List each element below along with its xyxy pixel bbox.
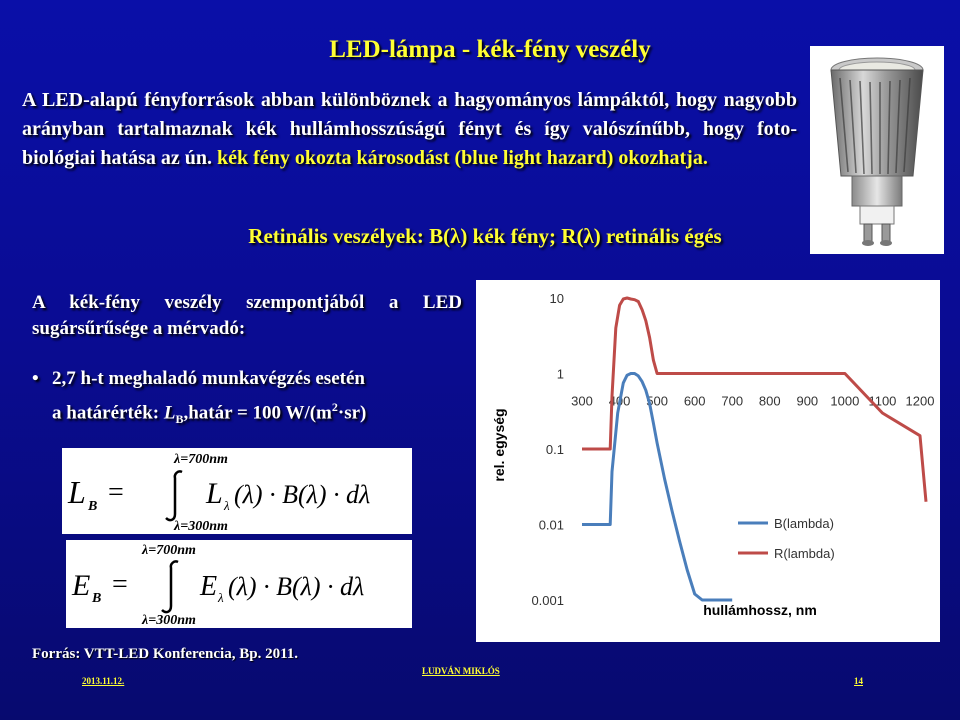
formula1-lower: λ=300nm (174, 519, 228, 534)
formula2-lower: λ=300nm (142, 613, 196, 628)
spectral-chart (476, 280, 940, 642)
intro-paragraph (22, 86, 797, 173)
chart-x-label: hullámhossz, nm (703, 602, 817, 618)
x-tick-label: 800 (758, 393, 781, 409)
y-tick-label: 10 (549, 291, 564, 306)
intro-text: A LED-alapú fényforrások abban különböznek a hagyományos lámpáktól, hogy nagyobb arányban tartalmaznak kék hullámhosszúságú fényt és így valószínűbb, hogy foto-biológiai hatása az ún. (22, 89, 797, 169)
x-tick-label: 400 (608, 393, 631, 409)
legend-label: R(lambda) (774, 546, 835, 561)
x-tick-label: 900 (796, 393, 819, 409)
legend-label: B(lambda) (774, 516, 834, 531)
intro-highlight: kék fény okozta károsodást (blue light hazard) okozhatja. (217, 147, 708, 169)
x-tick-label: 1200 (905, 393, 935, 409)
y-tick-label: 1 (556, 366, 564, 382)
limit-value: ,határ = 100 W/(m (183, 402, 332, 424)
limit-exponent: 2 (331, 400, 338, 414)
x-tick-label: 600 (683, 393, 706, 409)
y-tick-label: 0.01 (538, 517, 564, 533)
lead-paragraph: A kék-fény veszély szempontjából a LED sugársűrűsége a mérvadó: (32, 292, 462, 339)
bullet-line-1 (32, 364, 462, 393)
formula1-integrand-rest: (λ) · B(λ) · dλ (234, 480, 371, 509)
formula-radiance (62, 448, 412, 534)
formula-irradiance (66, 540, 412, 628)
x-tick-label: 700 (721, 393, 744, 409)
y-tick-label: 0.001 (531, 593, 564, 608)
limit-symbol: L (163, 402, 176, 424)
chart-lines-layer (582, 298, 926, 600)
footer-page: 14 (854, 676, 863, 686)
limit-symbol-sub: B (175, 412, 184, 427)
formula1-integrand-main: L (206, 477, 223, 510)
formula-radiance-graphic (62, 448, 412, 534)
formula1-integrand-sub: λ (224, 498, 230, 513)
formula1-upper: λ=700nm (174, 452, 228, 467)
x-tick-label: 1000 (830, 393, 860, 409)
slide-title: LED-lámpa - kék-fény veszély (329, 36, 651, 63)
footer-date: 2013.11.12. (82, 676, 125, 686)
spectral-chart-svg (476, 280, 940, 642)
limit-unit-end: ·sr) (337, 402, 367, 424)
formula2-equals: = (112, 569, 128, 600)
formula-irradiance-graphic (66, 540, 412, 628)
footer-author: LUDVÁN MIKLÓS (422, 666, 500, 676)
x-tick-label: 300 (571, 393, 593, 409)
integral-sign-2 (162, 561, 178, 612)
formula1-lhs: L (68, 474, 86, 510)
y-tick-label: 0.1 (545, 442, 564, 457)
x-tick-label: 500 (646, 393, 668, 409)
bullet-text-1: 2,7 h-t meghaladó munkavégzés esetén (52, 368, 365, 389)
formula2-integrand-main: E (200, 571, 218, 602)
led-lamp-image (810, 46, 944, 254)
formula1-lhs-sub: B (88, 499, 98, 514)
bullet-marker: • (32, 368, 39, 389)
bullet-prefix: a határérték: (52, 402, 164, 424)
integral-sign-1 (166, 471, 182, 520)
chart-legend (738, 516, 835, 561)
formula2-upper: λ=700nm (142, 543, 196, 558)
subtitle: Retinális veszélyek: B(λ) kék fény; R(λ) retinális égés (248, 224, 722, 248)
formula2-integrand-sub: λ (218, 590, 224, 605)
formula2-lhs: E (72, 569, 91, 602)
x-tick-label: 1100 (868, 393, 897, 409)
chart-y-label: rel. egység (491, 408, 507, 482)
led-lamp-icon (810, 46, 944, 254)
source-note: Forrás: VTT-LED Konferencia, Bp. 2011. (32, 646, 298, 662)
bullet-item (32, 364, 462, 434)
formula2-integrand-rest: (λ) · B(λ) · dλ (228, 572, 365, 601)
formula2-lhs-sub: B (92, 591, 102, 606)
bullet-line-2 (32, 393, 462, 434)
formula1-equals: = (108, 477, 124, 508)
